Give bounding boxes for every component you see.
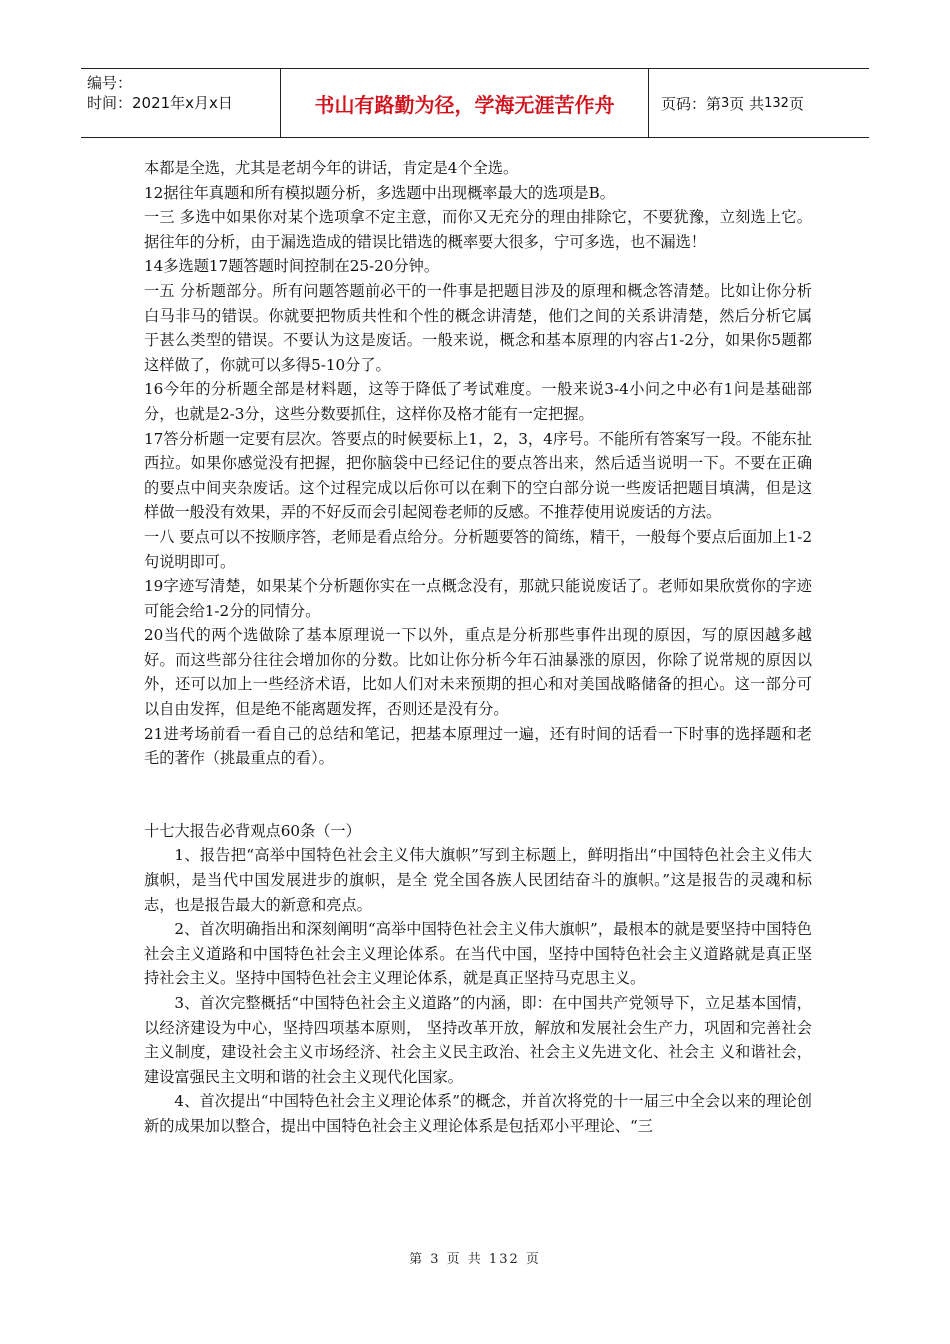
paragraph: 21进考场前看一看自己的总结和笔记，把基本原理过一遍，还有时间的话看一下时事的选择题和老毛的著作（挑最重点的看）。 xyxy=(144,724,812,768)
paragraph: 17答分析题一定要有层次。答要点的时候要标上1，2，3，4序号。不能所有答案写一段。不能东扯西拉。如果你感觉没有把握，把你脑袋中已经记住的要点答出来，然后适当说明一下。不要在正确的要点中间夹杂废话。这个过程完成以后你可以在剩下的空白部分说一些废话把题目填满，但是这样做一般没有效果，弄的不好反而会引起阅卷老师的反感。不推荐使用说废话的方法。 xyxy=(144,429,812,522)
header-meta xyxy=(81,69,281,137)
paragraph: 14多选题17题答题时间控制在25-20分钟。 xyxy=(144,257,440,276)
paragraph: 一三 多选中如果你对某个选项拿不定主意，而你又无充分的理由排除它，不要犹豫，立刻选上它。据往年的分析，由于漏选造成的错误比错选的概率要大很多，宁可多选，也不漏选！ xyxy=(144,208,812,251)
page-suffix: 页 xyxy=(788,94,804,113)
date-label: 时间：2021年x月x日 xyxy=(87,94,233,112)
paragraph: 一八 要点可以不按顺序答，老师是看点给分。分析题要答的简练，精干，一般每个要点后面加上1-2句说明即可。 xyxy=(144,527,812,571)
page-header xyxy=(81,68,869,138)
code-label: 编号： xyxy=(87,74,133,92)
section-spacer xyxy=(144,771,812,819)
document-body xyxy=(144,156,812,1139)
paragraph: 19字迹写清楚，如果某个分析题你实在一点概念没有，那就只能说废话了。老师如果欣赏你的字迹可能会给1-2分的同情分。 xyxy=(144,577,812,620)
page-total: 132 xyxy=(764,95,789,111)
paragraph: 本都是全选，尤其是老胡今年的讲话，肯定是4个全选。 xyxy=(144,159,519,177)
paragraph: 一五 分析题部分。所有问题答题前必干的一件事是把题目涉及的原理和概念答清楚。比如让你分析白马非马的错误。你就要把物质共性和个性的概念讲清楚，他们之间的关系讲清楚，然后分析它属于甚么类型的错误。不要认为这是废话。一般来说，概念和基本原理的内容占1-2分，如果你5题都这样做了，你就可以多得5-10分了。 xyxy=(144,281,812,374)
list-item: 2、首次明确指出和深刻阐明“高举中国特色社会主义伟大旗帜”，最根本的就是要坚持中国特色社会主义道路和中国特色社会主义理论体系。在当代中国，坚持中国特色社会主义道路就是真正坚持社会主义。坚持中国特色社会主义理论体系，就是真正坚持马克思主义。 xyxy=(144,920,812,988)
paragraph: 12据往年真题和所有模拟题分析，多选题中出现概率最大的选项是B。 xyxy=(144,183,615,202)
list-item: 3、首次完整概括“中国特色社会主义道路”的内涵，即：在中国共产党领导下，立足基本国情，以经济建设为中心，坚持四项基本原则， 坚持改革开放，解放和发展社会生产力，巩固和完善社会主义制度，建设社会主义市场经济、社会主义民主政治、社会主义先进文化、社会主 义和谐社会，建设富强民主文明和谐的社会主义现代化国家。 xyxy=(144,994,812,1086)
paragraph: 16今年的分析题全部是材料题，这等于降低了考试难度。一般来说3-4小问之中必有1问是基础部分，也就是2-3分，这些分数要抓住，这样你及格才能有一定把握。 xyxy=(144,380,812,423)
list-item: 1、报告把“高举中国特色社会主义伟大旗帜”写到主标题上，鲜明指出“中国特色社会主义伟大旗帜，是当代中国发展进步的旗帜，是全 党全国各族人民团结奋斗的旗帜。”这是报告的灵魂和标志，也是报告最大的新意和亮点。 xyxy=(144,846,812,914)
list-item: 4、首次提出“中国特色社会主义理论体系”的概念，并首次将党的十一届三中全会以来的理论创新的成果加以整合，提出中国特色社会主义理论体系是包括邓小平理论、“三 xyxy=(144,1092,812,1135)
page-number: 3 xyxy=(721,95,730,111)
header-motto: 书山有路勤为径，学海无涯苦作舟 xyxy=(281,69,649,137)
header-page-info xyxy=(649,69,869,137)
page-footer: 第 3 页 共 132 页 xyxy=(409,1252,541,1267)
section-title: 十七大报告必背观点60条（一） xyxy=(144,821,361,840)
page-prefix: 页码：第 xyxy=(661,94,722,113)
page-mid: 页 共 xyxy=(729,94,765,113)
paragraph: 20当代的两个选做除了基本原理说一下以外，重点是分析那些事件出现的原因，写的原因越多越好。而这些部分往往会增加你的分数。比如让你分析今年石油暴涨的原因，你除了说常规的原因以外，还可以加上一些经济术语，比如人们对未来预期的担心和对美国战略储备的担心。这一部分可以自由发挥，但是绝不能离题发挥，否则还是没有分。 xyxy=(144,626,812,719)
